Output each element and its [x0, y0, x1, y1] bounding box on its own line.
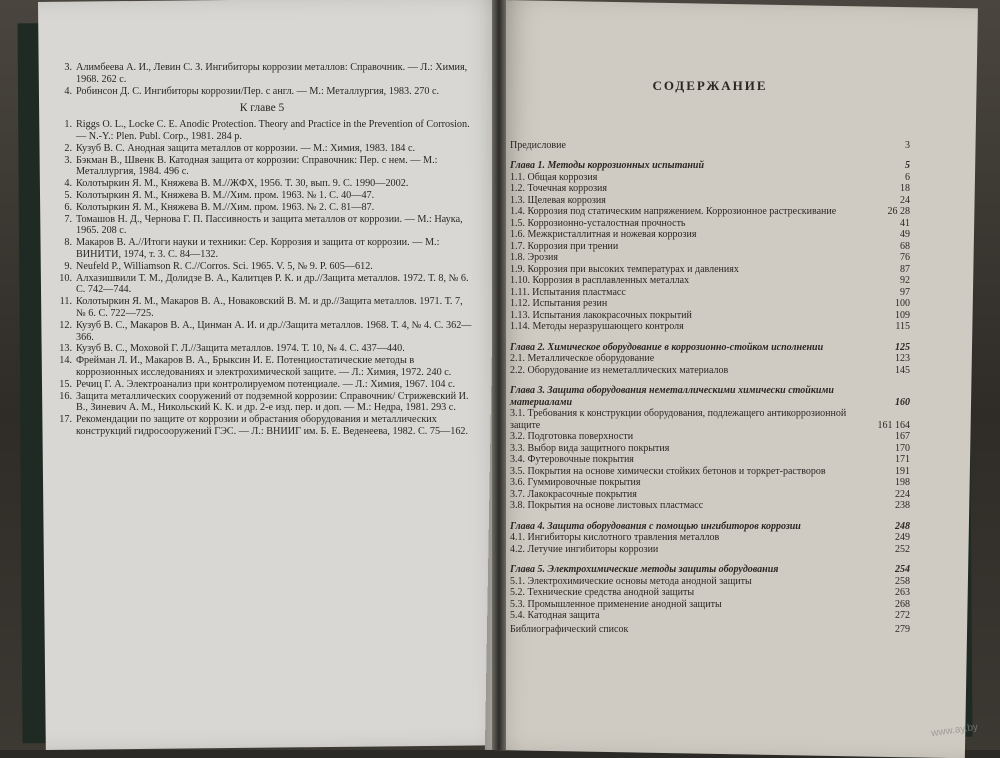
- toc-entry: [510, 353, 910, 365]
- toc-entry: [510, 264, 910, 276]
- reference-item: [52, 86, 472, 98]
- reference-text: Речиц Г. А. Электроанализ при контролируемом потенциале. — Л.: Химия, 1967. 104 с.: [76, 378, 456, 390]
- reference-text: Кузуб В. С., Моховой Г. Л.//Защита металлов. 1974. Т. 10, № 4. С. 437—440.: [76, 343, 405, 355]
- toc-entry-page: 252: [895, 543, 910, 555]
- toc-entry-label: 1.10. Коррозия в расплавленных металлах: [510, 275, 690, 286]
- reference-item: [52, 320, 472, 344]
- toc-entry-label: 3.7. Лакокрасочные покрытия: [510, 488, 637, 500]
- toc-chapter-label: Глава 5. Электрохимические методы защиты оборудования: [510, 564, 779, 575]
- toc-entry-label: 4.1. Ингибиторы кислотного травления металлов: [510, 532, 720, 543]
- toc-entry-page: 87: [900, 263, 910, 275]
- toc-entry-page: 115: [895, 321, 910, 332]
- reference-item: [52, 343, 472, 355]
- toc-entry-label: 2.1. Металлическое оборудование: [510, 353, 655, 364]
- toc-entry-label: 2.2. Оборудование из неметаллических материалов: [510, 364, 729, 376]
- toc-entry-label: 1.7. Коррозия при трении: [510, 240, 619, 252]
- toc-entry-label: 1.13. Испытания лакокрасочных покрытий: [510, 309, 692, 321]
- toc-entry-page: 100: [895, 298, 910, 309]
- toc-entry-label: 3.8. Покрытия на основе листовых пластмасс: [510, 500, 704, 511]
- toc-chapter: [510, 342, 910, 354]
- reference-item: [52, 414, 472, 438]
- reference-number: 2.: [64, 142, 72, 154]
- reference-number: 6.: [64, 201, 72, 213]
- reference-item: [52, 178, 472, 190]
- references-list: [52, 62, 472, 438]
- toc-chapter-page: 254: [895, 564, 910, 575]
- toc-chapter-label: Глава 2. Химическое оборудование в коррозионно-стойком исполнении: [510, 341, 824, 353]
- toc-entry-page: 167: [895, 431, 910, 442]
- toc-entry-page: 68: [900, 240, 910, 252]
- toc-entry: [510, 489, 910, 501]
- toc-entry-label: 1.8. Эрозия: [510, 252, 559, 263]
- toc-entry-page: 224: [895, 488, 910, 500]
- toc-entry-label: 3.3. Выбор вида защитного покрытия: [510, 442, 670, 454]
- reference-item: [52, 62, 472, 86]
- reference-text: Кузуб В. С., Макаров В. А., Цинман А. И. и др.//Защита металлов. 1968. Т. 4, № 4. С. 362—366.: [76, 319, 472, 343]
- toc-entry-page: 6: [905, 171, 910, 183]
- reference-text: Робинсон Д. С. Ингибиторы коррозии/Пер. с англ. — М.: Металлургия, 1983. 270 с.: [76, 85, 440, 97]
- reference-item: [52, 273, 472, 297]
- toc-entry-label: 3.2. Подготовка поверхности: [510, 431, 634, 442]
- toc-entry: [510, 252, 910, 264]
- toc-entry-page: 170: [895, 442, 910, 454]
- reference-text: Колотыркин Я. М., Княжева В. М.//Хим. пром. 1963. № 2. С. 81—87.: [76, 201, 375, 213]
- reference-item: [52, 261, 472, 273]
- toc-entry-page: 171: [895, 454, 910, 465]
- reference-item: [52, 237, 472, 261]
- toc-entry-page: 145: [895, 364, 910, 376]
- toc-bibliography-page: 279: [895, 623, 910, 635]
- toc-entry-label: 1.11. Испытания пластмасс: [510, 286, 626, 298]
- reference-text: Neufeld P., Williamson R. C.//Corros. Sci. 1965. V. 5, № 9. P. 605—612.: [76, 260, 373, 272]
- toc-entry: [510, 310, 910, 322]
- toc-entry-page: 249: [895, 532, 910, 543]
- toc-entry-page: 26 28: [887, 206, 910, 217]
- reference-item: [52, 355, 472, 379]
- reference-number: 3.: [64, 154, 72, 166]
- reference-number: 16.: [59, 390, 72, 402]
- toc-chapter: [510, 160, 910, 172]
- table-of-contents: [510, 80, 910, 635]
- reference-number: 1.: [64, 119, 72, 131]
- toc-entry-page: 161 164: [877, 419, 910, 431]
- toc-entry-page: 49: [900, 229, 910, 240]
- toc-entry-page: 41: [900, 217, 910, 229]
- toc-entry-label: 5.4. Катодная защита: [510, 610, 600, 621]
- toc-preface: [510, 140, 910, 152]
- reference-text: Защита металлических сооружений от подземной коррозии: Справочник/ Стрижевский И. В., Зиневич А. М., Никольский К. К. и др. 2-е изд. пер. и доп. — М.: Недра, 1981. 293 с.: [76, 390, 469, 414]
- reference-number: 4.: [64, 85, 72, 97]
- reference-item: [52, 391, 472, 415]
- toc-entry-label: 3.5. Покрытия на основе химически стойких бетонов и торкрет-растворов: [510, 465, 826, 477]
- reference-text: Кузуб В. С. Анодная защита металлов от коррозии. — М.: Химия, 1983. 184 с.: [76, 142, 416, 154]
- toc-chapter-label: Глава 4. Защита оборудования с помощью ингибиторов коррозии: [510, 520, 801, 532]
- reference-text: Riggs O. L., Locke C. E. Anodic Protection. Theory and Practice in the Prevention of Corrosion. — N.-Y.: Plen. Publ. Corp., 1981. 284 p.: [76, 119, 470, 142]
- toc-entry-label: 1.2. Точечная коррозия: [510, 183, 607, 194]
- toc-entry-page: 123: [895, 353, 910, 364]
- reference-text: Томашов Н. Д., Чернова Г. П. Пассивность и защита металлов от коррозии. — М.: Наука, 1965. 208 с.: [76, 213, 463, 237]
- toc-chapter-label: Глава 3. Защита оборудования неметаллическими химически стойкими материалами: [510, 385, 834, 408]
- reference-item: [52, 155, 472, 179]
- toc-entry: [510, 229, 910, 241]
- toc-entry-page: 97: [900, 286, 910, 298]
- toc-entry-page: 268: [895, 598, 910, 610]
- toc-entry: [510, 183, 910, 195]
- reference-item: [52, 190, 472, 202]
- toc-chapter-page: 5: [905, 160, 910, 171]
- toc-entry: [510, 500, 910, 512]
- toc-entry-page: 76: [900, 252, 910, 263]
- toc-chapter-page: 160: [895, 396, 910, 408]
- reference-number: 8.: [64, 237, 72, 249]
- reference-text: Колотыркин Я. М., Княжева В. М.//Хим. пром. 1963. № 1. С. 40—47.: [76, 189, 375, 201]
- reference-text: Бэкман В., Швенк В. Катодная защита от коррозии: Справочник: Пер. с нем. — М.: Металлургия, 1984. 496 с.: [76, 154, 438, 178]
- reference-number: 4.: [64, 178, 72, 190]
- toc-entry: [510, 172, 910, 184]
- toc-entry-label: 5.3. Промышленное применение анодной защиты: [510, 598, 722, 610]
- toc-entry: [510, 443, 910, 455]
- toc-entry-page: 272: [895, 610, 910, 621]
- toc-entry: [510, 408, 910, 431]
- toc-chapter-page: 248: [895, 520, 910, 532]
- toc-entry-page: 198: [895, 477, 910, 488]
- toc-preface-label: Предисловие: [510, 139, 566, 151]
- toc-entry: [510, 610, 910, 622]
- reference-item: [52, 143, 472, 155]
- toc-chapter: [510, 521, 910, 533]
- toc-entry: [510, 275, 910, 287]
- reference-item: [52, 214, 472, 238]
- toc-title: СОДЕРЖАНИЕ: [652, 78, 768, 93]
- watermark: www.ay.by: [930, 721, 979, 740]
- toc-entry: [510, 599, 910, 611]
- toc-entry-label: 1.14. Методы неразрушающего контроля: [510, 321, 684, 332]
- toc-entry-page: 24: [900, 194, 910, 206]
- reference-number: 5.: [64, 189, 72, 201]
- toc-chapter-page: 125: [895, 341, 910, 353]
- reference-number: 14.: [59, 355, 72, 367]
- toc-entry-label: 1.4. Коррозия под статическим напряжением. Коррозионное растрескивание: [510, 206, 837, 217]
- toc-entry: [510, 544, 910, 556]
- toc-entry: [510, 206, 910, 218]
- toc-entry-label: 1.6. Межкристаллитная и ножевая коррозия: [510, 229, 697, 240]
- reference-item: [52, 296, 472, 320]
- toc-entry: [510, 454, 910, 466]
- reference-item: [52, 202, 472, 214]
- toc-bibliography-label: Библиографический список: [510, 623, 629, 635]
- toc-entry-page: 18: [900, 183, 910, 194]
- reference-number: 10.: [59, 272, 72, 284]
- reference-text: Колотыркин Я. М., Княжева В. М.//ЖФХ, 1956. Т. 30, вып. 9. С. 1990—2002.: [76, 178, 409, 190]
- toc-entry: [510, 576, 910, 588]
- toc-entry-label: 5.1. Электрохимические основы метода анодной защиты: [510, 575, 752, 587]
- reference-number: 7.: [64, 213, 72, 225]
- toc-entry-label: 1.1. Общая коррозия: [510, 171, 598, 183]
- toc-chapter-label: Глава 1. Методы коррозионных испытаний: [510, 160, 705, 171]
- toc-entry-page: 92: [900, 275, 910, 286]
- toc-entry: [510, 532, 910, 544]
- reference-number: 12.: [59, 319, 72, 331]
- reference-text: Алимбеева А. И., Левин С. З. Ингибиторы коррозии металлов: Справочник. — Л.: Химия, 1968. 262 с.: [76, 62, 468, 85]
- reference-number: 3.: [64, 62, 72, 73]
- toc-entry-label: 3.6. Гуммировочные покрытия: [510, 477, 641, 488]
- reference-number: 9.: [64, 260, 72, 272]
- toc-entry: [510, 287, 910, 299]
- reference-item: [52, 379, 472, 391]
- toc-entry: [510, 587, 910, 599]
- toc-entry-page: 191: [895, 465, 910, 477]
- toc-entry-label: 1.3. Щелевая коррозия: [510, 194, 606, 206]
- toc-entry: [510, 365, 910, 377]
- toc-entry-label: 1.9. Коррозия при высоких температурах и давлениях: [510, 263, 739, 275]
- toc-entry: [510, 298, 910, 310]
- reference-text: Макаров В. А.//Итоги науки и техники: Сер. Коррозия и защита от коррозии. — М.: ВИНИТИ, 1974, т. 3. С. 84—132.: [76, 237, 440, 260]
- reference-number: 15.: [59, 378, 72, 390]
- reference-text: Фрейман Л. И., Макаров В. А., Брыксин И. Е. Потенциостатические методы в коррозионных исследованиях и электрохимической защите. — Л.: Химия, 1972. 240 с.: [76, 355, 452, 378]
- chapter-5-heading: К главе 5: [239, 102, 285, 115]
- reference-number: 17.: [59, 414, 72, 426]
- toc-bibliography: [510, 624, 910, 636]
- toc-chapter: [510, 564, 910, 576]
- toc-entry-label: 3.1. Требования к конструкции оборудования, подлежащего антикоррозионной защите: [510, 408, 847, 431]
- toc-preface-page: 3: [905, 139, 910, 151]
- reference-item: [52, 119, 472, 143]
- toc-entry-label: 5.2. Технические средства анодной защиты: [510, 587, 695, 598]
- reference-number: 13.: [59, 343, 72, 355]
- toc-entry: [510, 195, 910, 207]
- reference-text: Колотыркин Я. М., Макаров В. А., Новаковский В. М. и др.//Защита металлов. 1971. Т. 7, № 6. С. 722—725.: [76, 296, 463, 319]
- toc-entry-page: 263: [895, 587, 910, 598]
- toc-entry: [510, 477, 910, 489]
- toc-entry: [510, 431, 910, 443]
- toc-entry-label: 4.2. Летучие ингибиторы коррозии: [510, 543, 659, 555]
- toc-entry: [510, 218, 910, 230]
- reference-text: Алхазишвили Т. М., Долидзе В. А., Калитцев Р. К. и др.//Защита металлов. 1972. Т. 8, № 6. С. 742—744.: [76, 272, 469, 296]
- toc-entry-label: 1.5. Коррозионно-усталостная прочность: [510, 217, 686, 229]
- toc-chapter: [510, 385, 910, 408]
- toc-entry: [510, 321, 910, 333]
- toc-entry-page: 109: [895, 309, 910, 321]
- toc-entry-page: 238: [895, 500, 910, 511]
- reference-text: Рекомендации по защите от коррозии и обрастания оборудования и металлических конструкций гидросооружений ГЭС. — Л.: ВНИИГ им. Б. Е. Веденеева, 1982. С. 75—162.: [76, 414, 469, 437]
- toc-entry-page: 258: [895, 575, 910, 587]
- reference-number: 11.: [59, 296, 72, 308]
- toc-entry-label: 1.12. Испытания резин: [510, 298, 608, 309]
- book-gutter: [492, 0, 506, 750]
- toc-entry: [510, 241, 910, 253]
- toc-entry: [510, 466, 910, 478]
- toc-entry-label: 3.4. Футеровочные покрытия: [510, 454, 634, 465]
